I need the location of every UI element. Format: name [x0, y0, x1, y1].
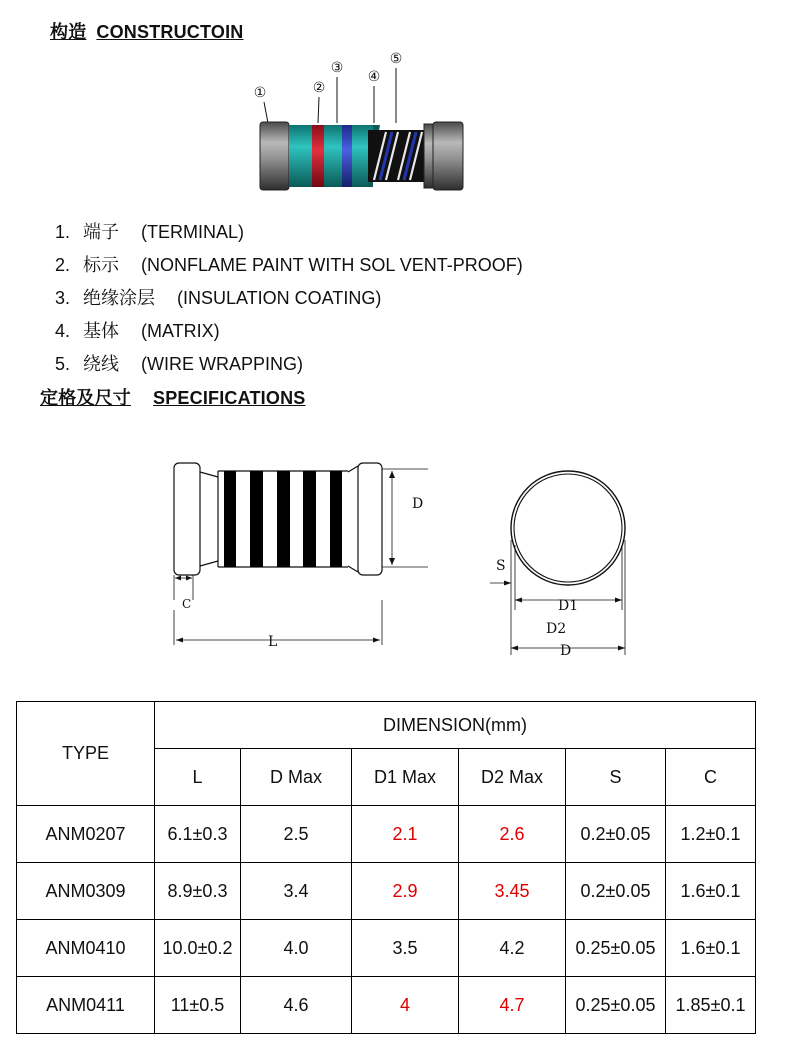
dimension-header: DIMENSION(mm) [155, 702, 756, 749]
cell-s: 0.25±0.05 [566, 977, 666, 1034]
construction-heading [50, 18, 243, 44]
table-row [17, 920, 756, 977]
item-zh: 基体 [83, 321, 119, 341]
callout-5: ⑤ [389, 51, 403, 67]
cell-d1: 2.1 [352, 806, 459, 863]
table-header-row [17, 702, 756, 749]
cell-c: 1.85±0.1 [666, 977, 756, 1034]
callout-2: ② [312, 80, 326, 96]
item-en: (WIRE WRAPPING) [141, 354, 303, 374]
item-zh: 绝缘涂层 [83, 288, 155, 308]
cell-d2: 4.2 [459, 920, 566, 977]
item-en: (NONFLAME PAINT WITH SOL VENT-PROOF) [141, 255, 523, 275]
label-c: C [182, 597, 192, 611]
specifications-heading-zh: 定格及尺寸 [40, 388, 131, 408]
item-number: 1. [55, 222, 71, 242]
cell-l: 11±0.5 [155, 977, 241, 1034]
item-en: (INSULATION COATING) [177, 288, 382, 308]
type-header: TYPE [17, 702, 155, 806]
cell-l: 10.0±0.2 [155, 920, 241, 977]
table-row [17, 977, 756, 1034]
construction-heading-zh: 构造 [50, 22, 87, 42]
item-en: (MATRIX) [141, 321, 220, 341]
cell-d1: 3.5 [352, 920, 459, 977]
cell-d2: 4.7 [459, 977, 566, 1034]
list-item [55, 315, 523, 348]
construction-parts-list [55, 216, 523, 381]
item-number: 5. [55, 354, 71, 374]
construction-heading-en: CONSTRUCTOIN [96, 22, 244, 42]
label-l: L [268, 634, 278, 650]
col-header-l: L [155, 749, 241, 806]
list-item [55, 216, 523, 249]
cell-d2: 3.45 [459, 863, 566, 920]
resistor-construction-diagram [240, 50, 470, 195]
table-row [17, 863, 756, 920]
col-header-d: D Max [241, 749, 352, 806]
item-en: (TERMINAL) [141, 222, 244, 242]
col-header-d1: D1 Max [352, 749, 459, 806]
label-d-outer: D [560, 643, 572, 659]
col-header-c: C [666, 749, 756, 806]
cell-type: ANM0411 [17, 977, 155, 1034]
label-d2: D2 [546, 621, 567, 637]
specifications-heading-en: SPECIFICATIONS [153, 388, 306, 408]
cell-d: 3.4 [241, 863, 352, 920]
cell-s: 0.25±0.05 [566, 920, 666, 977]
cell-d2: 2.6 [459, 806, 566, 863]
table-row [17, 806, 756, 863]
cell-d: 4.0 [241, 920, 352, 977]
cell-type: ANM0410 [17, 920, 155, 977]
cell-c: 1.2±0.1 [666, 806, 756, 863]
cell-l: 6.1±0.3 [155, 806, 241, 863]
item-zh: 标示 [83, 255, 119, 275]
cell-type: ANM0309 [17, 863, 155, 920]
item-number: 2. [55, 255, 71, 275]
cell-d1: 4 [352, 977, 459, 1034]
item-number: 4. [55, 321, 71, 341]
label-d: D [412, 496, 424, 512]
item-number: 3. [55, 288, 71, 308]
list-item [55, 282, 523, 315]
cell-s: 0.2±0.05 [566, 806, 666, 863]
label-s: S [496, 558, 506, 574]
cell-s: 0.2±0.05 [566, 863, 666, 920]
cell-c: 1.6±0.1 [666, 920, 756, 977]
cell-d: 2.5 [241, 806, 352, 863]
callout-1: ① [253, 85, 267, 101]
col-header-s: S [566, 749, 666, 806]
callout-3: ③ [330, 60, 344, 76]
callout-4: ④ [367, 69, 381, 85]
cell-l: 8.9±0.3 [155, 863, 241, 920]
list-item [55, 348, 523, 381]
dimension-drawing [160, 450, 640, 665]
list-item [55, 249, 523, 282]
specifications-heading [40, 384, 305, 410]
cell-c: 1.6±0.1 [666, 863, 756, 920]
col-header-d2: D2 Max [459, 749, 566, 806]
label-d1: D1 [558, 598, 579, 614]
specifications-table [16, 701, 756, 1034]
cell-d: 4.6 [241, 977, 352, 1034]
item-zh: 端子 [83, 222, 119, 242]
item-zh: 绕线 [83, 354, 119, 374]
cell-d1: 2.9 [352, 863, 459, 920]
cell-type: ANM0207 [17, 806, 155, 863]
